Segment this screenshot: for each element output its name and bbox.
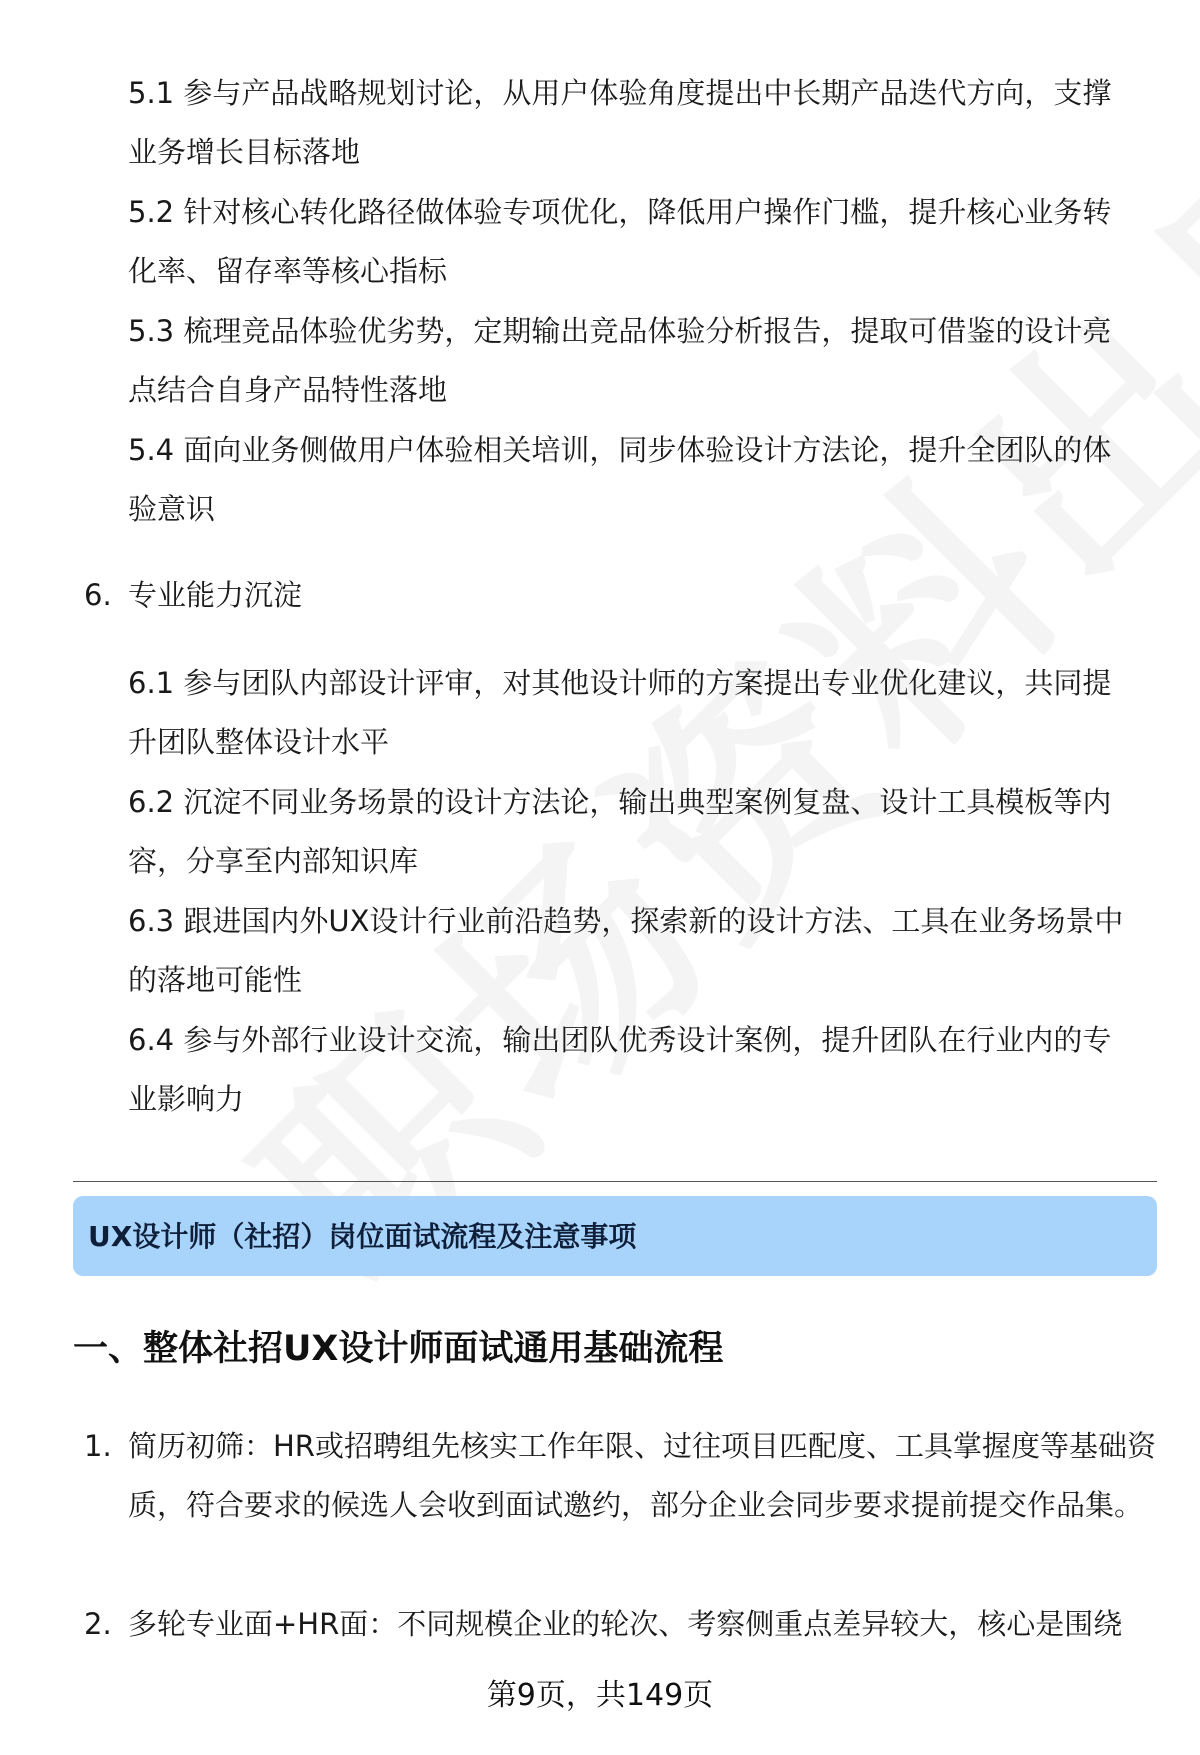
section-heading: 一、整体社招UX设计师面试通用基础流程 [73, 1329, 724, 1369]
list-item-6-1: 6.1 参与团队内部设计评审，对其他设计师的方案提出专业优化建议，共同提升团队整体设计水平 [128, 666, 1112, 759]
list-item-5-4: 5.4 面向业务侧做用户体验相关培训，同步体验设计方法论，提升全团队的体验意识 [128, 433, 1112, 526]
page-footer: 第9页，共149页 [486, 1678, 714, 1713]
step-2-number: 2. [84, 1607, 112, 1641]
list-item-5-2: 5.2 针对核心转化路径做体验专项优化，降低用户操作门槛，提升核心业务转化率、留存率等核心指标 [128, 195, 1112, 288]
list-item-5-3: 5.3 梳理竞品体验优劣势，定期输出竞品体验分析报告，提取可借鉴的设计亮点结合自身产品特性落地 [128, 314, 1112, 407]
list-item-6-4: 6.4 参与外部行业设计交流，输出团队优秀设计案例，提升团队在行业内的专业影响力 [128, 1023, 1112, 1116]
step-1-text: 简历初筛：HR或招聘组先核实工作年限、过往项目匹配度、工具掌握度等基础资质，符合要求的候选人会收到面试邀约，部分企业会同步要求提前提交作品集。 [128, 1429, 1156, 1522]
step-2-text: 多轮专业面+HR面：不同规模企业的轮次、考察侧重点差异较大，核心是围绕 [128, 1607, 1123, 1641]
list-item-5-1: 5.1 参与产品战略规划讨论，从用户体验角度提出中长期产品迭代方向，支撑业务增长目标落地 [128, 76, 1112, 169]
step-1-number: 1. [84, 1429, 112, 1463]
section-6-number: 6. [84, 578, 112, 612]
section-divider [73, 1181, 1157, 1182]
banner-title: UX设计师（社招）岗位面试流程及注意事项 [88, 1220, 637, 1253]
list-item-6-2: 6.2 沉淀不同业务场景的设计方法论，输出典型案例复盘、设计工具模板等内容，分享至内部知识库 [128, 785, 1112, 878]
list-item-6-3: 6.3 跟进国内外UX设计行业前沿趋势，探索新的设计方法、工具在业务场景中的落地可能性 [128, 904, 1124, 997]
section-6-title: 专业能力沉淀 [128, 578, 303, 612]
